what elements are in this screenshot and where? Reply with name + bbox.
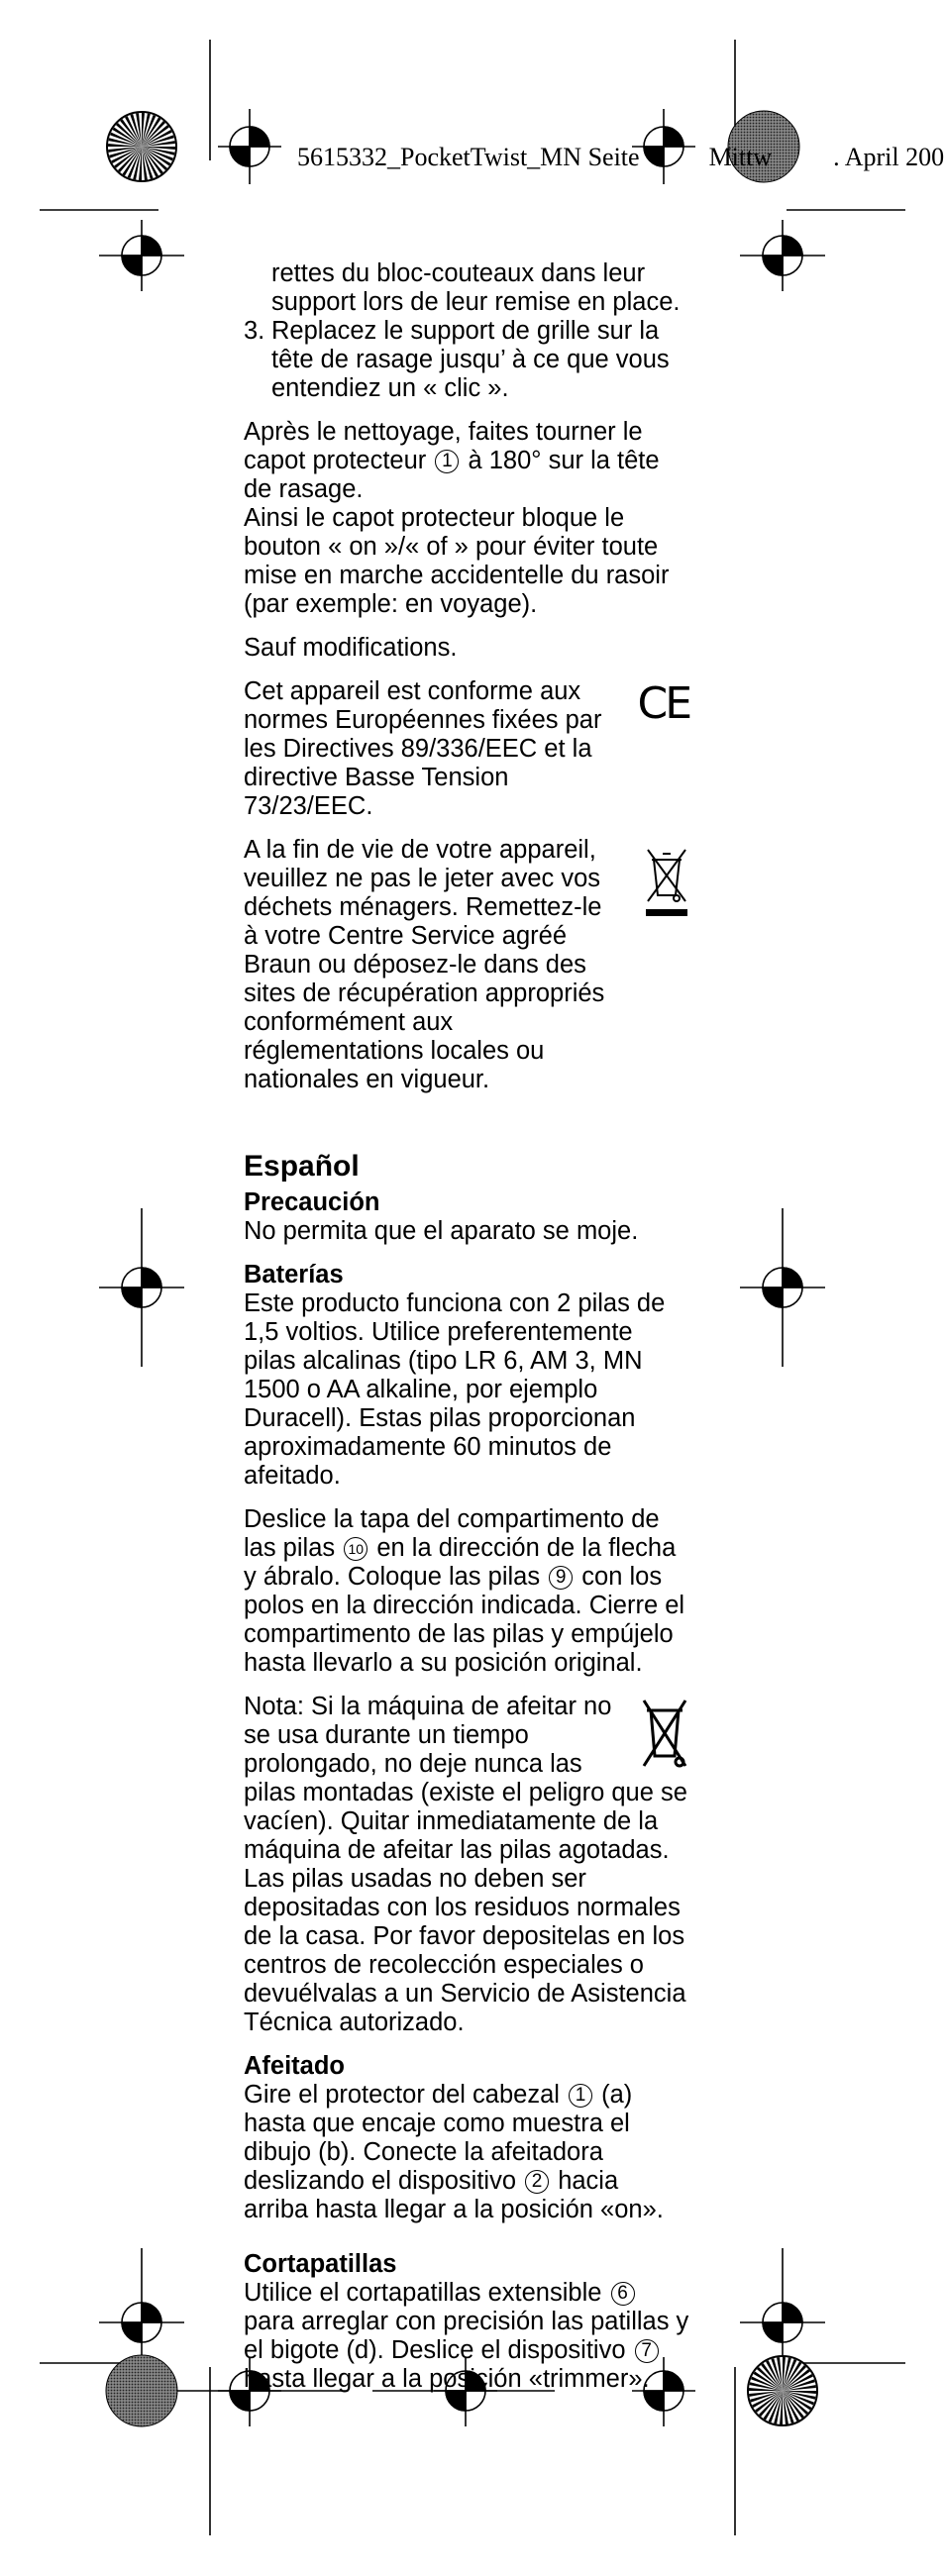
subheading: Afeitado xyxy=(244,2052,345,2080)
crosshair-mark xyxy=(740,220,825,291)
slug-filename: 5615332_PocketTwist_MN Seite xyxy=(297,143,640,171)
print-slug-header xyxy=(297,143,944,172)
crosshair-mark xyxy=(218,109,281,184)
crossed-bin-icon xyxy=(640,1697,689,1772)
cortapatillas-section: Cortapatillas Utilice el cortapatillas extensible 6 para arreglar con precisión las patillas y el bigote (d). Deslice el dispositivo 7 hasta llegar a la posición «trimmer». xyxy=(244,2250,689,2393)
pilas-paragraph: Deslice la tapa del compartimento de las pilas 10 en la dirección de la flecha y ábralo. Coloque las pilas 9 con los polos en la dirección indicada. Cierre el compartimento de las pilas y empújelo hasta llevarlo a su posición original. xyxy=(244,1505,685,1677)
disposal-paragraph: A la fin de vie de votre appareil, veuillez ne pas le jeter avec vos déchets ménagers. Remettez-le à votre Centre Service agréé Braun ou déposez-le dans des sites de récupération appropriés conformément aux réglementations locales ou nationales en vigueur. xyxy=(244,836,689,1094)
slug-date-end: . April 200 xyxy=(833,143,945,171)
crosshair-mark xyxy=(99,220,184,291)
crossed-bin-icon xyxy=(644,844,689,923)
halftone-disc-mark xyxy=(106,2355,177,2426)
afeitado-section: Afeitado Gire el protector del cabezal 1 (a) hasta que encaje como muestra el dibujo (b). Conecte la afeitadora deslizando el dispositivo 2 hacia arriba hasta llegar a la posición «on». xyxy=(244,2052,689,2224)
circled-number: 9 xyxy=(549,1566,573,1590)
subheading: Precaución xyxy=(244,1188,380,1216)
circled-number: 10 xyxy=(344,1537,368,1561)
conformity-paragraph: Cet appareil est conforme aux normes Européennes fixées par les Directives 89/336/EEC et la directive Basse Tension 73/23/EEC. CE xyxy=(244,677,689,820)
step-text: Replacez le support de grille sur la tête de rasage jusqu’ à ce que vous entendiez un « clic ». xyxy=(271,317,670,402)
section-heading-espanol: Español xyxy=(244,1150,360,1183)
circled-number: 1 xyxy=(435,450,459,473)
crosshair-mark xyxy=(740,1208,825,1367)
french-paragraph: Après le nettoyage, faites tourner le capot protecteur 1 à 180° sur la tête de rasage. xyxy=(244,418,660,503)
step-number: 3. xyxy=(244,317,265,345)
slug-date-fragment: Mittw xyxy=(708,143,773,171)
french-steps xyxy=(244,259,689,403)
step-continuation: rettes du bloc-couteaux dans leur support lors de leur remise en place. xyxy=(271,259,681,316)
crosshair-mark xyxy=(99,2248,184,2357)
baterias-section: Baterías Este producto funciona con 2 pilas de 1,5 voltios. Utilice preferentemente pilas alcalinas (tipo LR 6, AM 3, MN 1500 o AA alkaline, por ejemplo Duracell). Estas pilas proporcionan aproximadamente 60 minutos de afeitado. xyxy=(244,1261,689,1491)
nota-paragraph: Nota: Si la máquina de afeitar no se usa durante un tiempo prolongado, no deje nunca las pilas montadas (existe el peligro que se vacíen). Quitar inmediatamente de la máquina de afeitar las pilas agotadas. Las pilas usadas no deben ser depositadas con los residuos normales de la casa. Por favor depositelas en los centros de recolección especiales o devuélvalas a un Servicio de Asistencia Técnica autorizado. xyxy=(244,1693,689,2037)
subheading: Baterías xyxy=(244,1261,344,1288)
starburst-mark-top-left xyxy=(107,112,176,181)
crosshair-mark xyxy=(99,1208,184,1367)
starburst-mark-bottom-right xyxy=(748,2356,817,2425)
circled-number: 1 xyxy=(569,2084,592,2108)
subheading: Cortapatillas xyxy=(244,2250,397,2278)
manual-page-content xyxy=(244,259,689,2409)
circled-number: 6 xyxy=(611,2282,635,2306)
circled-number: 2 xyxy=(525,2170,549,2194)
step-3 xyxy=(244,317,689,403)
circled-number: 7 xyxy=(635,2339,659,2363)
ce-mark-icon: CE xyxy=(637,678,689,729)
french-paragraph: Sauf modifications. xyxy=(244,634,458,662)
crosshair-mark xyxy=(740,2248,825,2357)
french-paragraph: Ainsi le capot protecteur bloque le bouton « on »/« of » pour éviter toute mise en marche accidentelle du rasoir (par exemple: en voyage). xyxy=(244,504,670,618)
precaucion-section: Precaución No permita que el aparato se moje. xyxy=(244,1188,689,1246)
